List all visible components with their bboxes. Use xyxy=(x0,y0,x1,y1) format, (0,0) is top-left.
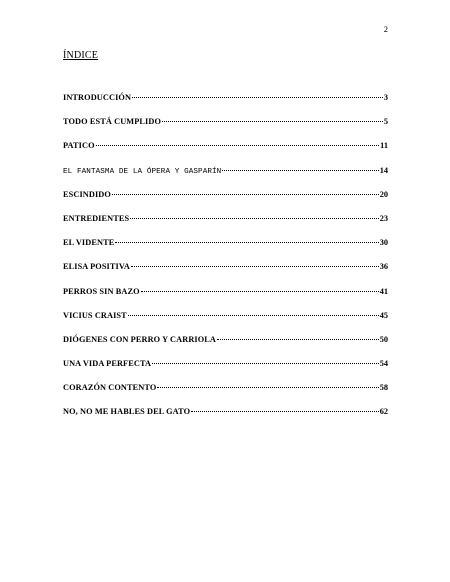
dot-leader xyxy=(152,363,379,364)
toc-entry[interactable] xyxy=(63,93,388,117)
toc-entry-title: UNA VIDA PERFECTA xyxy=(63,359,152,369)
toc-entry[interactable] xyxy=(63,238,388,262)
toc-entry-page: 36 xyxy=(379,262,388,272)
toc-entry[interactable] xyxy=(63,190,388,214)
toc-entry-title: EL FANTASMA DE LA ÓPERA Y GASPARÍN xyxy=(63,167,222,176)
toc-entry[interactable] xyxy=(63,262,388,286)
toc-entry-page: 30 xyxy=(379,238,388,248)
toc-entry-title: ELISA POSITIVA xyxy=(63,262,130,272)
dot-leader xyxy=(130,218,378,219)
toc-entry-page: 14 xyxy=(379,165,388,175)
toc-entry-page: 50 xyxy=(379,334,388,344)
dot-leader xyxy=(141,291,379,292)
toc-entry-title: PERROS SIN BAZO xyxy=(63,286,140,296)
toc-entry-title: NO, NO ME HABLES DEL GATO xyxy=(63,407,191,417)
table-of-contents xyxy=(63,93,388,432)
toc-entry[interactable] xyxy=(63,311,388,335)
toc-entry[interactable] xyxy=(63,166,388,190)
toc-entry[interactable] xyxy=(63,383,388,407)
toc-entry-title: INTRODUCCIÓN xyxy=(63,93,132,102)
dot-leader xyxy=(112,194,379,195)
dot-leader xyxy=(132,97,383,98)
toc-entry-title: VICIUS CRAIST xyxy=(63,310,127,320)
toc-entry[interactable] xyxy=(63,214,388,238)
toc-entry-page: 20 xyxy=(379,189,388,199)
dot-leader xyxy=(128,315,379,316)
dot-leader xyxy=(115,242,378,243)
toc-entry-title: TODO ESTÁ CUMPLIDO xyxy=(63,117,161,127)
toc-heading: ÍNDICE xyxy=(63,50,99,61)
toc-entry-page: 41 xyxy=(379,286,388,296)
dot-leader xyxy=(131,266,379,267)
toc-entry-title: ENTREDIENTES xyxy=(63,213,130,223)
toc-entry-page: 11 xyxy=(380,141,388,151)
toc-entry[interactable] xyxy=(63,359,388,383)
toc-entry-title: CORAZÓN CONTENTO xyxy=(63,383,157,393)
dot-leader xyxy=(191,411,379,412)
dot-leader xyxy=(162,121,383,122)
dot-leader xyxy=(217,339,379,340)
dot-leader xyxy=(96,145,380,146)
page-number: 2 xyxy=(383,24,388,34)
toc-entry-page: 3 xyxy=(383,93,388,102)
toc-entry-title: DIÓGENES CON PERRO Y CARRIOLA xyxy=(63,334,217,344)
toc-entry[interactable] xyxy=(63,117,388,141)
dot-leader xyxy=(157,387,378,388)
toc-entry[interactable] xyxy=(63,407,388,431)
toc-entry-page: 23 xyxy=(379,213,388,223)
toc-entry-page: 5 xyxy=(383,117,388,127)
toc-entry[interactable] xyxy=(63,335,388,359)
toc-entry-page: 62 xyxy=(379,407,388,417)
toc-entry-page: 58 xyxy=(379,383,388,393)
toc-entry-page: 45 xyxy=(379,310,388,320)
toc-entry-title: ESCINDIDO xyxy=(63,189,111,199)
dot-leader xyxy=(222,170,378,171)
toc-entry[interactable] xyxy=(63,141,388,165)
toc-entry[interactable] xyxy=(63,287,388,311)
toc-entry-title: PATICO xyxy=(63,141,95,151)
toc-entry-title: EL VIDENTE xyxy=(63,238,115,248)
toc-entry-page: 54 xyxy=(379,359,388,369)
